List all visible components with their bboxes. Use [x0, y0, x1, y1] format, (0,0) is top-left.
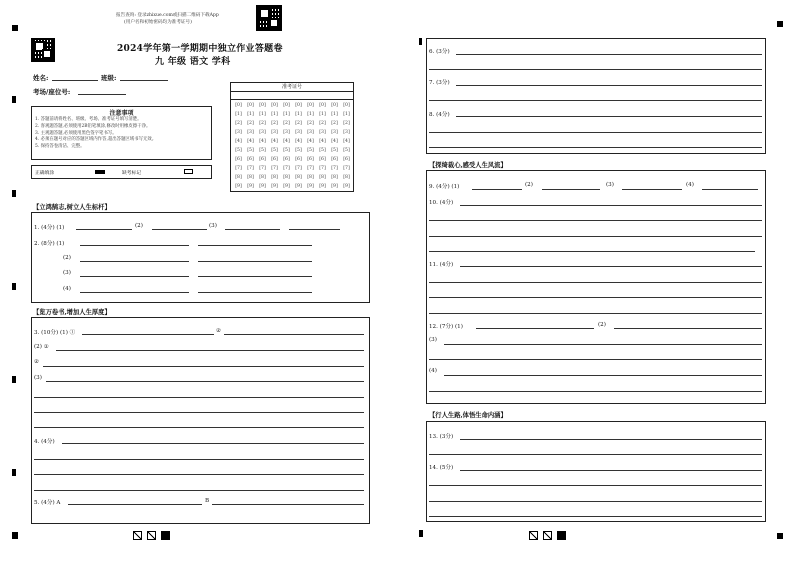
- exam-id-bubble[interactable]: [5]: [247, 148, 254, 153]
- answer-line[interactable]: [34, 427, 364, 428]
- header-notice: [116, 12, 219, 26]
- answer-line[interactable]: [456, 54, 762, 55]
- exam-id-bubble[interactable]: [1]: [319, 112, 326, 117]
- answer-line[interactable]: [456, 85, 762, 86]
- answer-line[interactable]: [198, 276, 312, 277]
- exam-id-bubble[interactable]: [3]: [271, 130, 278, 135]
- exam-id-grid: [230, 82, 354, 192]
- exam-id-bubble[interactable]: [4]: [343, 139, 350, 144]
- absent-checkbox[interactable]: [184, 169, 193, 174]
- exam-id-bubble[interactable]: [6]: [295, 157, 302, 162]
- exam-id-bubble[interactable]: [1]: [295, 112, 302, 117]
- notice-list: [32, 117, 211, 151]
- exam-id-bubble[interactable]: [1]: [271, 112, 278, 117]
- timing-mark: [12, 469, 16, 476]
- exam-id-bubble[interactable]: [2]: [319, 121, 326, 126]
- answer-line[interactable]: [460, 470, 762, 471]
- q1-part2-label: (2): [135, 223, 143, 229]
- exam-id-bubble[interactable]: [8]: [271, 175, 278, 180]
- q5-label: 5. (4分) A: [34, 500, 61, 506]
- class-label: 班级:: [101, 74, 117, 82]
- answer-line[interactable]: [460, 205, 762, 206]
- q2-part2-label: (2): [63, 255, 71, 261]
- timing-mark: [12, 376, 16, 383]
- exam-id-bubble[interactable]: [4]: [307, 139, 314, 144]
- answer-line[interactable]: [429, 132, 762, 133]
- exam-id-bubble[interactable]: [9]: [343, 184, 350, 189]
- answer-line[interactable]: [198, 292, 312, 293]
- notice-item: 5. 保持答卷清洁、完整。: [35, 144, 85, 150]
- exam-id-bubble[interactable]: [0]: [331, 103, 338, 108]
- exam-id-bubble[interactable]: [8]: [307, 175, 314, 180]
- section-title: 【览万卷书,增加人生厚度】: [33, 309, 111, 316]
- exam-id-bubble[interactable]: [8]: [319, 175, 326, 180]
- q13-label: 13. (3分): [429, 434, 454, 440]
- q1-label: 1. (4分) (1): [34, 225, 65, 231]
- answer-line[interactable]: [212, 504, 364, 505]
- answer-line[interactable]: [614, 328, 762, 329]
- notice-box: [31, 106, 212, 160]
- exam-id-bubble[interactable]: [2]: [259, 121, 266, 126]
- exam-id-bubble[interactable]: [1]: [307, 112, 314, 117]
- fill-example-box: [31, 165, 212, 179]
- seat-field[interactable]: [78, 94, 126, 95]
- answer-line[interactable]: [82, 334, 214, 335]
- exam-id-bubble[interactable]: [0]: [307, 103, 314, 108]
- exam-id-bubble[interactable]: [0]: [283, 103, 290, 108]
- exam-id-bubble[interactable]: [3]: [235, 130, 242, 135]
- exam-id-bubble[interactable]: [7]: [295, 166, 302, 171]
- exam-id-bubble[interactable]: [9]: [319, 184, 326, 189]
- exam-id-bubble[interactable]: [0]: [343, 103, 350, 108]
- q3-blank2-label: ②: [216, 328, 222, 334]
- q9-part3-label: (3): [606, 182, 614, 188]
- answer-line[interactable]: [429, 485, 762, 486]
- absent-label: 缺考标记: [122, 171, 142, 176]
- timing-mark: [12, 25, 18, 31]
- exam-id-bubble[interactable]: [9]: [247, 184, 254, 189]
- correct-fill-sample: [95, 170, 105, 174]
- timing-mark: [419, 530, 423, 537]
- name-label: 姓名:: [33, 74, 49, 82]
- q1-part3-label: (3): [209, 223, 217, 229]
- exam-id-bubble[interactable]: [1]: [235, 112, 242, 117]
- exam-id-bubble[interactable]: [4]: [247, 139, 254, 144]
- q12-part4-label: (4): [429, 368, 437, 374]
- q12-part3-label: (3): [429, 337, 437, 343]
- exam-id-bubble[interactable]: [4]: [295, 139, 302, 144]
- answer-line[interactable]: [429, 501, 762, 502]
- notice-item: 3. 主观题答题,必须使用黑色签字笔书写。: [35, 130, 117, 136]
- timing-mark: [777, 21, 783, 27]
- exam-id-bubble[interactable]: [7]: [319, 166, 326, 171]
- exam-id-bubble[interactable]: [1]: [247, 112, 254, 117]
- exam-id-bubble[interactable]: [0]: [271, 103, 278, 108]
- answer-line[interactable]: [429, 220, 762, 221]
- exam-id-bubble[interactable]: [3]: [259, 130, 266, 135]
- exam-id-bubble[interactable]: [4]: [235, 139, 242, 144]
- answer-line[interactable]: [80, 292, 189, 293]
- answer-line[interactable]: [429, 359, 762, 360]
- q8-label: 8. (4分): [429, 112, 450, 118]
- correct-fill-label: 正确填涂: [35, 171, 55, 176]
- exam-id-bubble[interactable]: [4]: [271, 139, 278, 144]
- exam-id-bubble[interactable]: [4]: [259, 139, 266, 144]
- page-mark-icon: [133, 531, 142, 540]
- exam-id-bubble[interactable]: [2]: [331, 121, 338, 126]
- exam-id-bubble[interactable]: [5]: [271, 148, 278, 153]
- answer-line[interactable]: [429, 313, 762, 314]
- answer-line[interactable]: [429, 69, 762, 70]
- seat-label: 考场/座位号:: [33, 88, 71, 96]
- page-subtitle: 九 年级 语文 学科: [155, 57, 231, 67]
- notice-title: 注意事项: [109, 110, 134, 117]
- answer-line[interactable]: [429, 251, 755, 252]
- answer-line[interactable]: [472, 189, 522, 190]
- answer-line[interactable]: [43, 366, 364, 367]
- exam-id-bubble[interactable]: [5]: [235, 148, 242, 153]
- exam-id-bubble[interactable]: [7]: [235, 166, 242, 171]
- page-mark-icon: [529, 531, 538, 540]
- answer-line[interactable]: [34, 474, 364, 475]
- exam-id-bubble[interactable]: [0]: [235, 103, 242, 108]
- class-field[interactable]: [120, 80, 168, 81]
- exam-id-bubble[interactable]: [0]: [319, 103, 326, 108]
- notice-item: 2. 客观题答题,必须使用2B铅笔填涂,修改时用橡皮擦干净。: [35, 123, 151, 129]
- answer-line[interactable]: [429, 236, 762, 237]
- answer-line[interactable]: [429, 282, 762, 283]
- answer-line[interactable]: [34, 412, 364, 413]
- exam-id-bubble[interactable]: [7]: [307, 166, 314, 171]
- q9-label: 9. (4分) (1): [429, 184, 460, 190]
- exam-id-bubble[interactable]: [3]: [319, 130, 326, 135]
- page-mark-icon: [161, 531, 170, 540]
- exam-id-bubble[interactable]: [1]: [283, 112, 290, 117]
- exam-id-bubble[interactable]: [7]: [283, 166, 290, 171]
- answer-line[interactable]: [289, 229, 340, 230]
- answer-line[interactable]: [429, 147, 762, 148]
- exam-id-bubble[interactable]: [9]: [271, 184, 278, 189]
- exam-id-bubble[interactable]: [6]: [343, 157, 350, 162]
- answer-line[interactable]: [460, 439, 762, 440]
- qr-code-icon: [256, 5, 282, 31]
- exam-id-bubble[interactable]: [8]: [331, 175, 338, 180]
- exam-id-bubble[interactable]: [8]: [283, 175, 290, 180]
- answer-line[interactable]: [444, 344, 762, 345]
- exam-id-bubble[interactable]: [5]: [283, 148, 290, 153]
- exam-id-bubble[interactable]: [4]: [319, 139, 326, 144]
- exam-id-bubble[interactable]: [5]: [259, 148, 266, 153]
- notice-item: 1. 答题前请将姓名、班级、考场、准考证号填写清楚。: [35, 117, 142, 122]
- answer-line[interactable]: [622, 189, 682, 190]
- exam-id-bubble[interactable]: [2]: [283, 121, 290, 126]
- exam-id-bubble[interactable]: [2]: [307, 121, 314, 126]
- exam-id-bubble[interactable]: [3]: [247, 130, 254, 135]
- answer-line[interactable]: [34, 490, 364, 491]
- q9-part2-label: (2): [525, 182, 533, 188]
- exam-id-bubble[interactable]: [3]: [295, 130, 302, 135]
- exam-id-bubble[interactable]: [9]: [235, 184, 242, 189]
- exam-id-bubble[interactable]: [5]: [295, 148, 302, 153]
- exam-id-bubble[interactable]: [6]: [283, 157, 290, 162]
- exam-id-bubble[interactable]: [9]: [307, 184, 314, 189]
- answer-line[interactable]: [429, 454, 762, 455]
- exam-id-bubble[interactable]: [3]: [343, 130, 350, 135]
- timing-mark: [12, 283, 16, 290]
- page-mark-icon: [147, 531, 156, 540]
- exam-id-bubble[interactable]: [9]: [259, 184, 266, 189]
- answer-line[interactable]: [152, 229, 207, 230]
- q12-label: 12. (7分) (1): [429, 324, 463, 330]
- timing-mark: [12, 532, 18, 539]
- exam-id-bubble[interactable]: [7]: [259, 166, 266, 171]
- section-title: 【探绮裁心,感受人生风流】: [429, 162, 507, 169]
- q4-label: 4. (4分): [34, 439, 55, 445]
- exam-id-bubble[interactable]: [5]: [343, 148, 350, 153]
- q2-part3-label: (3): [63, 270, 71, 276]
- exam-id-bubble[interactable]: [6]: [319, 157, 326, 162]
- section-title: 【行人生路,体悟生命内涵】: [429, 412, 507, 419]
- name-field[interactable]: [52, 80, 98, 81]
- answer-line[interactable]: [76, 229, 132, 230]
- page-mark-icon: [543, 531, 552, 540]
- q3-part2-label: (2) ①: [34, 344, 49, 350]
- exam-id-bubble[interactable]: [9]: [295, 184, 302, 189]
- section-title: 【立鸿鹄志,树立人生标杆】: [33, 204, 111, 211]
- exam-id-bubble[interactable]: [2]: [235, 121, 242, 126]
- exam-id-bubble[interactable]: [5]: [319, 148, 326, 153]
- timing-mark: [12, 96, 16, 103]
- header-notice-line2: (用户名和初始密码均为准考证号): [124, 20, 192, 25]
- exam-id-bubble[interactable]: [6]: [235, 157, 242, 162]
- exam-id-bubble[interactable]: [0]: [247, 103, 254, 108]
- exam-id-bubble[interactable]: [4]: [331, 139, 338, 144]
- notice-item: 4. 必须在题号对应的答题区域内作答,超出答题区域书写无效。: [35, 137, 157, 143]
- exam-id-bubble[interactable]: [5]: [307, 148, 314, 153]
- exam-id-bubble[interactable]: [6]: [259, 157, 266, 162]
- answer-line[interactable]: [34, 459, 364, 460]
- answer-line[interactable]: [225, 229, 280, 230]
- exam-id-bubble[interactable]: [5]: [331, 148, 338, 153]
- answer-area: [426, 421, 766, 522]
- exam-id-bubble[interactable]: [8]: [295, 175, 302, 180]
- q7-label: 7. (3分): [429, 80, 450, 86]
- exam-id-bubble[interactable]: [3]: [283, 130, 290, 135]
- exam-id-bubble[interactable]: [1]: [259, 112, 266, 117]
- exam-id-bubble[interactable]: [8]: [259, 175, 266, 180]
- exam-id-bubble[interactable]: [6]: [331, 157, 338, 162]
- answer-area: [31, 212, 370, 303]
- q9-part4-label: (4): [686, 182, 694, 188]
- q2-label: 2. (8分) (1): [34, 241, 65, 247]
- q2-part4-label: (4): [63, 286, 71, 292]
- page-title: 2024学年第一学期期中独立作业答题卷: [117, 44, 283, 54]
- answer-line[interactable]: [198, 261, 312, 262]
- answer-area: [31, 317, 370, 524]
- answer-line[interactable]: [62, 443, 364, 444]
- q11-label: 11. (4分): [429, 262, 454, 268]
- q10-label: 10. (4分): [429, 200, 454, 206]
- answer-line[interactable]: [429, 516, 762, 517]
- exam-id-bubble[interactable]: [9]: [331, 184, 338, 189]
- answer-line[interactable]: [34, 397, 364, 398]
- answer-line[interactable]: [429, 100, 762, 101]
- exam-id-bubble[interactable]: [0]: [295, 103, 302, 108]
- exam-id-bubble[interactable]: [1]: [331, 112, 338, 117]
- answer-line[interactable]: [444, 375, 762, 376]
- answer-line[interactable]: [68, 504, 202, 505]
- exam-id-bubble[interactable]: [1]: [343, 112, 350, 117]
- page-mark-icon: [557, 531, 566, 540]
- exam-id-bubble[interactable]: [2]: [343, 121, 350, 126]
- exam-id-bubble[interactable]: [8]: [343, 175, 350, 180]
- answer-line[interactable]: [46, 381, 364, 382]
- exam-id-bubble[interactable]: [0]: [259, 103, 266, 108]
- exam-id-bubble[interactable]: [2]: [271, 121, 278, 126]
- exam-id-bubble[interactable]: [2]: [295, 121, 302, 126]
- answer-line[interactable]: [56, 350, 364, 351]
- q6-label: 6. (3分): [429, 49, 450, 55]
- exam-id-bubble[interactable]: [7]: [271, 166, 278, 171]
- answer-line[interactable]: [429, 391, 762, 392]
- exam-id-bubble[interactable]: [9]: [283, 184, 290, 189]
- answer-line[interactable]: [80, 261, 189, 262]
- answer-line[interactable]: [80, 276, 189, 277]
- answer-line[interactable]: [80, 245, 189, 246]
- q3-part2-blank2-label: ②: [34, 359, 40, 365]
- answer-line[interactable]: [542, 189, 600, 190]
- timing-mark: [12, 190, 16, 197]
- exam-id-bubble[interactable]: [8]: [235, 175, 242, 180]
- exam-id-bubble[interactable]: [6]: [307, 157, 314, 162]
- exam-id-bubble[interactable]: [7]: [247, 166, 254, 171]
- answer-line[interactable]: [702, 189, 758, 190]
- timing-mark: [777, 533, 783, 539]
- q5-b-label: B: [205, 498, 210, 504]
- answer-area: [426, 38, 766, 154]
- qr-code-icon: [31, 38, 55, 62]
- exam-id-bubble[interactable]: [4]: [283, 139, 290, 144]
- exam-id-bubble[interactable]: [2]: [247, 121, 254, 126]
- q3-part3-label: (3): [34, 375, 42, 381]
- timing-mark: [419, 38, 422, 45]
- exam-id-bubble[interactable]: [6]: [247, 157, 254, 162]
- q14-label: 14. (5分): [429, 465, 454, 471]
- exam-id-bubble[interactable]: [6]: [271, 157, 278, 162]
- answer-line[interactable]: [476, 328, 594, 329]
- answer-line[interactable]: [224, 334, 364, 335]
- q12-part2-label: (2): [598, 322, 606, 328]
- answer-line[interactable]: [429, 297, 762, 298]
- answer-line[interactable]: [456, 116, 762, 117]
- header-notice-line1: 报告查询: 登录zhixue.com或扫描二维码下载App: [116, 13, 219, 18]
- exam-id-bubble[interactable]: [3]: [331, 130, 338, 135]
- exam-id-label: 准考证号: [231, 83, 353, 92]
- exam-id-bubble[interactable]: [7]: [331, 166, 338, 171]
- exam-id-bubble[interactable]: [8]: [247, 175, 254, 180]
- answer-line[interactable]: [460, 266, 762, 267]
- exam-id-bubble[interactable]: [7]: [343, 166, 350, 171]
- exam-id-bubble[interactable]: [3]: [307, 130, 314, 135]
- answer-line[interactable]: [198, 245, 312, 246]
- q3-label: 3. (10分) (1) ①: [34, 330, 76, 336]
